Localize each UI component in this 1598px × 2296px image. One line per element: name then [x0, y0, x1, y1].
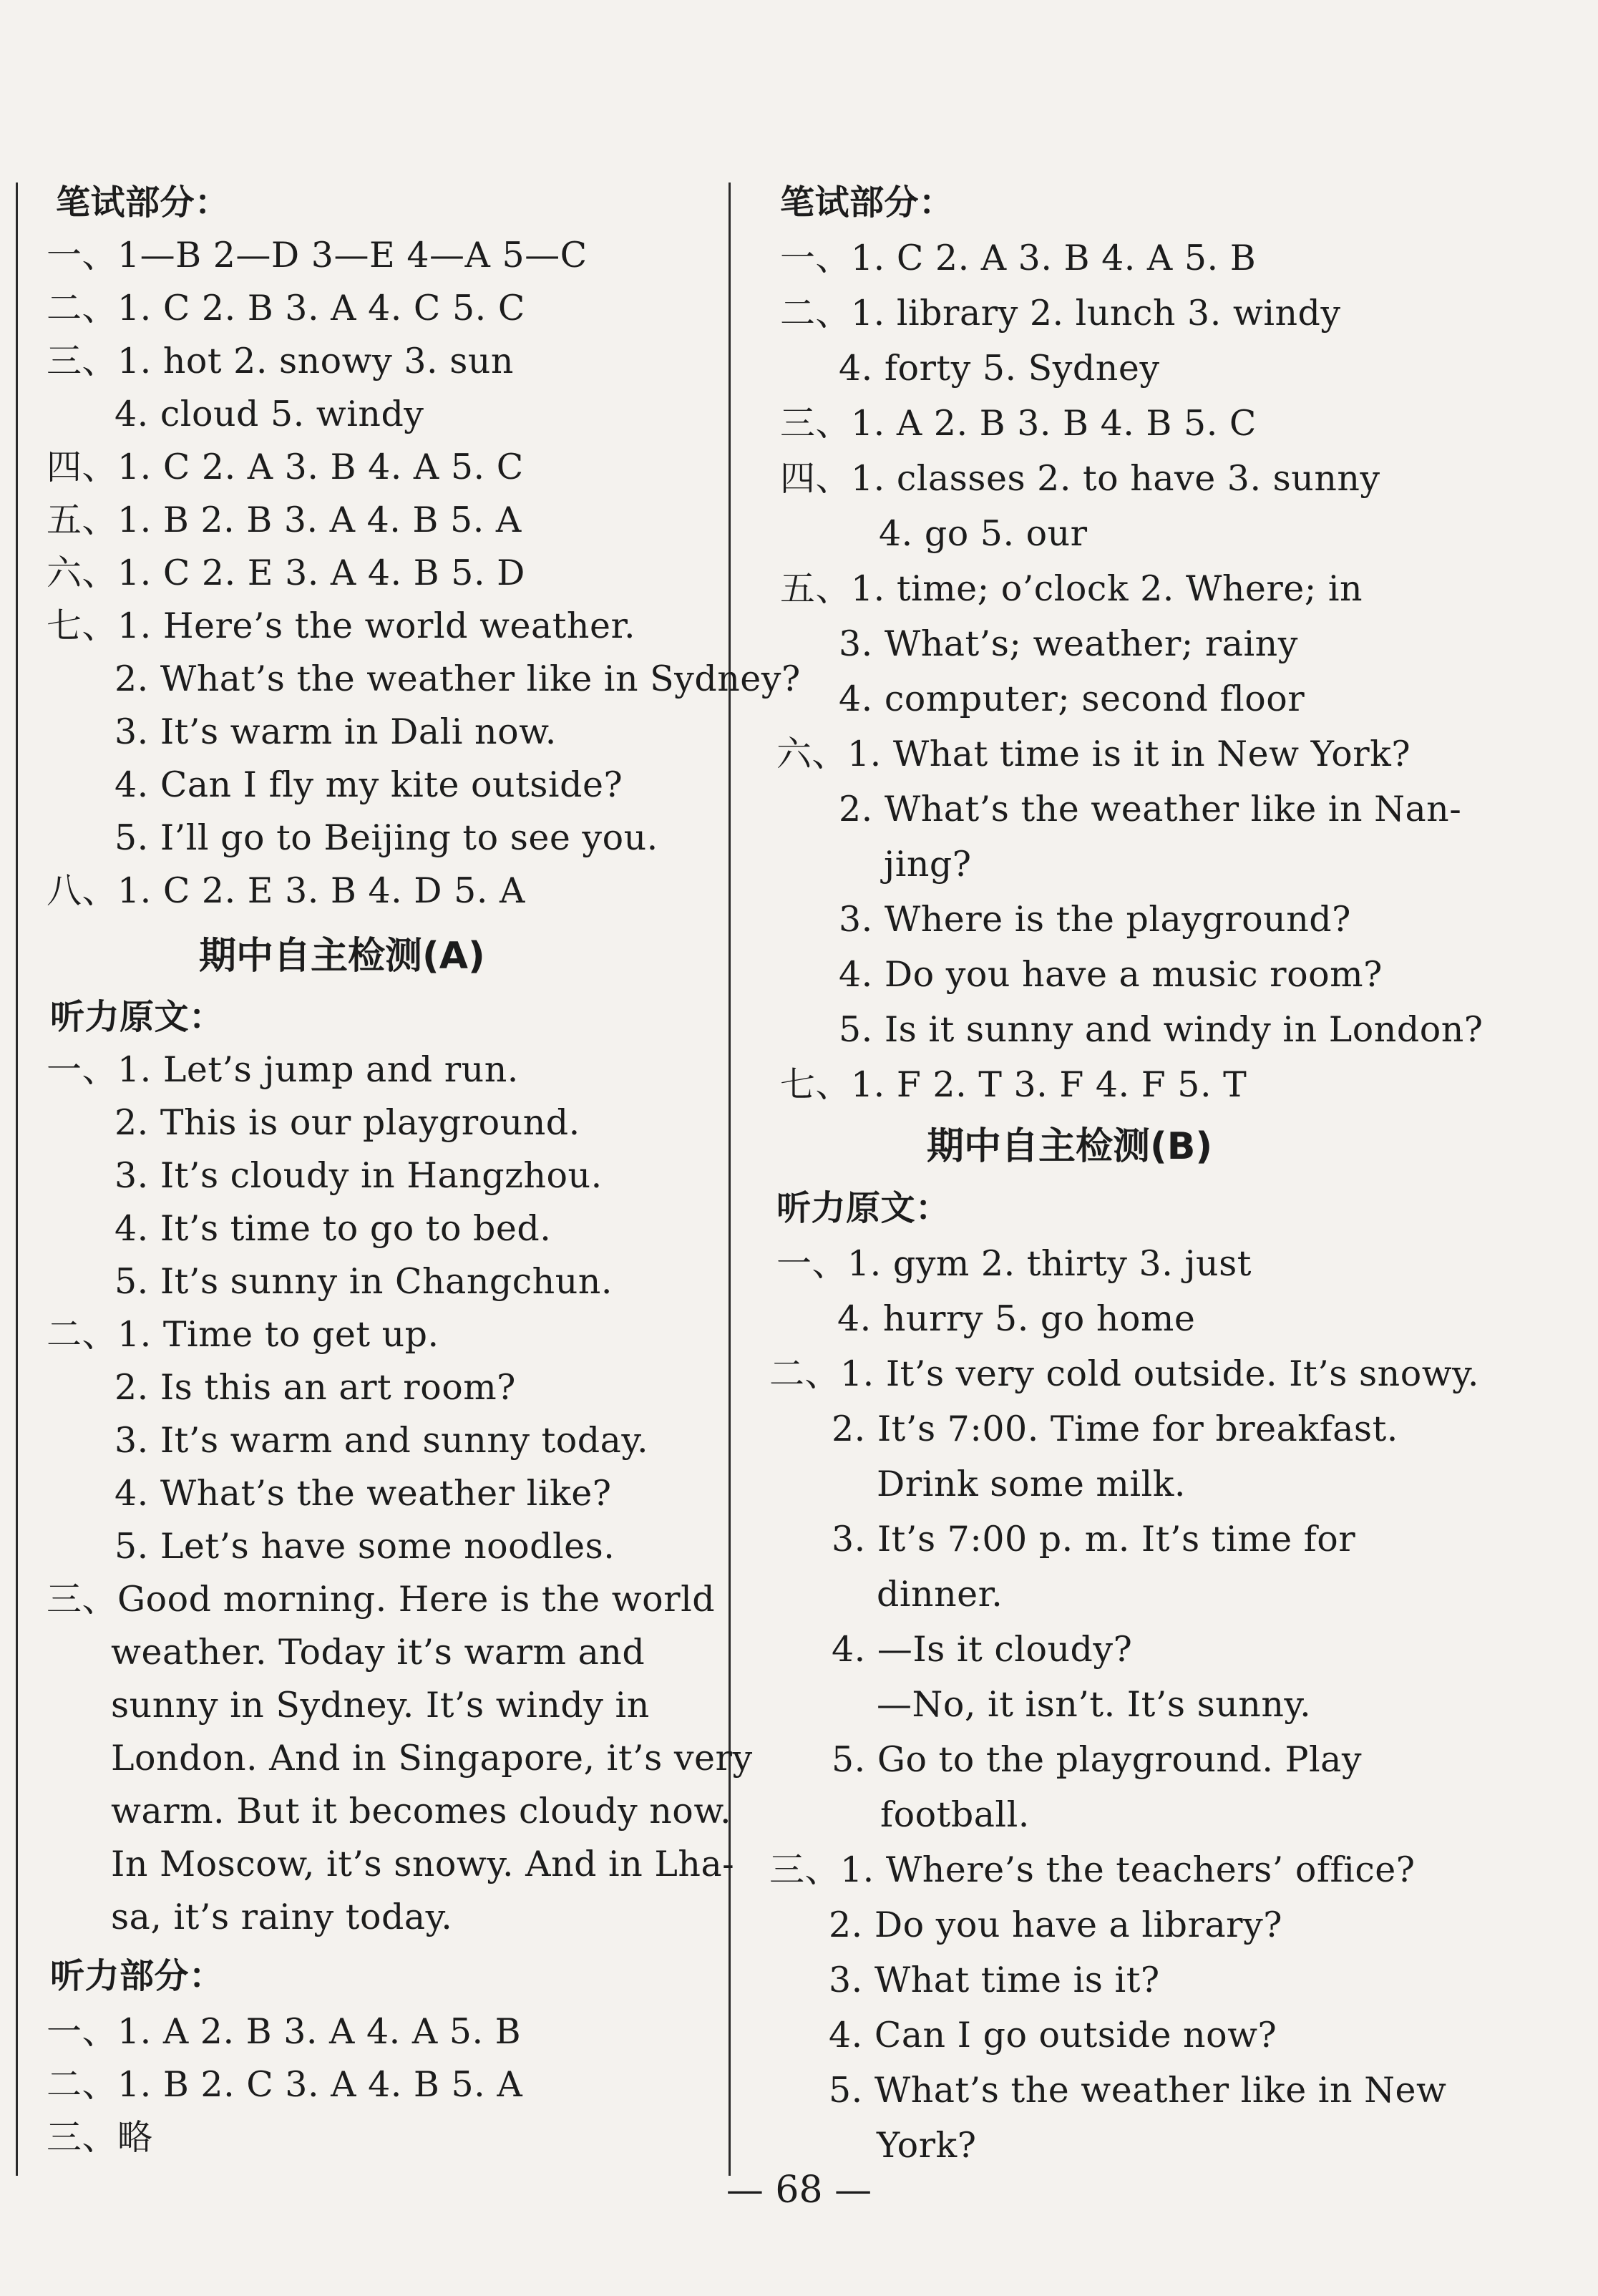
answer-line: 5. Go to the playground. Play — [832, 1739, 1363, 1780]
answer-line: 五、1. B 2. B 3. A 4. B 5. A — [47, 500, 522, 540]
answer-line: 3. It’s 7:00 p. m. It’s time for — [832, 1519, 1356, 1560]
answer-line: 二、1. Time to get up. — [47, 1314, 439, 1355]
answer-line: 二、1. library 2. lunch 3. windy — [780, 293, 1341, 334]
answer-line: 3. It’s warm in Dali now. — [115, 711, 557, 752]
answer-line: sa, it’s rainy today. — [111, 1897, 453, 1937]
answer-line: 七、1. F 2. T 3. F 4. F 5. T — [780, 1064, 1247, 1105]
answer-line: 3. It’s cloudy in Hangzhou. — [115, 1155, 603, 1196]
answer-line: 二、1. C 2. B 3. A 4. C 5. C — [47, 288, 525, 329]
answer-line: 5. Is it sunny and windy in London? — [839, 1009, 1483, 1050]
answer-line: 一、1. A 2. B 3. A 4. A 5. B — [47, 2011, 522, 2052]
answer-line: 四、1. C 2. A 3. B 4. A 5. C — [47, 447, 524, 487]
answer-line: 4. hurry 5. go home — [837, 1298, 1196, 1339]
answer-line: 2. It’s 7:00. Time for breakfast. — [832, 1409, 1398, 1449]
section-heading: 笔试部分： — [56, 183, 230, 223]
answer-line: 三、略 — [47, 2117, 153, 2158]
section-heading: 听力原文： — [776, 1188, 950, 1228]
test-title: 期中自主检测(A) — [199, 935, 485, 978]
answer-line: sunny in Sydney. It’s windy in — [111, 1685, 650, 1726]
answer-line: 二、1. B 2. C 3. A 4. B 5. A — [47, 2064, 523, 2105]
answer-line: football. — [880, 1794, 1030, 1835]
answer-line: 5. It’s sunny in Changchun. — [115, 1261, 613, 1302]
answer-line: 4. cloud 5. windy — [115, 394, 424, 434]
answer-line: jing? — [884, 844, 972, 885]
answer-line: 一、1—B 2—D 3—E 4—A 5—C — [47, 235, 588, 276]
answer-line: 3. It’s warm and sunny today. — [115, 1420, 649, 1461]
answer-line: 三、Good morning. Here is the world — [47, 1579, 716, 1620]
answer-line: 4. It’s time to go to bed. — [115, 1208, 552, 1249]
answer-line: 一、1. gym 2. thirty 3. just — [776, 1243, 1252, 1284]
answer-line: 2. Is this an art room? — [115, 1367, 516, 1408]
answer-line: 4. Can I fly my kite outside? — [115, 764, 623, 805]
answer-line: 二、1. It’s very cold outside. It’s snowy. — [769, 1353, 1479, 1394]
answer-line: —No, it isn’t. It’s sunny. — [877, 1684, 1312, 1725]
answer-line: 5. What’s the weather like in New — [829, 2070, 1447, 2111]
section-heading: 听力部分： — [50, 1956, 224, 1996]
answer-line: 三、1. hot 2. snowy 3. sun — [47, 341, 514, 381]
answer-line: 4. forty 5. Sydney — [839, 348, 1160, 389]
answer-line: weather. Today it’s warm and — [111, 1632, 645, 1673]
answer-line: 2. What’s the weather like in Nan- — [839, 789, 1462, 830]
answer-line: In Moscow, it’s snowy. And in Lha- — [111, 1844, 735, 1884]
answer-line: 5. I’ll go to Beijing to see you. — [115, 817, 658, 858]
answer-line: 3. What time is it? — [829, 1960, 1160, 2000]
answer-line: 4. Do you have a music room? — [839, 954, 1383, 995]
answer-line: 六、1. C 2. E 3. A 4. B 5. D — [47, 553, 525, 593]
answer-line: 4. —Is it cloudy? — [832, 1629, 1133, 1670]
answer-line: 一、1. C 2. A 3. B 4. A 5. B — [780, 238, 1257, 278]
answer-line: dinner. — [877, 1574, 1003, 1615]
answer-line: 2. This is our playground. — [115, 1102, 580, 1143]
answer-line: 2. What’s the weather like in Sydney? — [115, 658, 801, 699]
answer-line: 七、1. Here’s the world weather. — [47, 605, 636, 646]
answer-line: 4. go 5. our — [879, 513, 1088, 554]
answer-line: London. And in Singapore, it’s very — [111, 1738, 753, 1779]
answer-line: 4. What’s the weather like? — [115, 1473, 612, 1514]
page-number: — 68 — — [726, 2169, 872, 2212]
answer-line: 一、1. Let’s jump and run. — [47, 1049, 519, 1090]
answer-line: 三、1. A 2. B 3. B 4. B 5. C — [780, 403, 1257, 444]
answer-line: 四、1. classes 2. to have 3. sunny — [780, 458, 1380, 499]
answer-line: 六、1. What time is it in New York? — [776, 734, 1411, 774]
answer-line: warm. But it becomes cloudy now. — [111, 1791, 732, 1832]
answer-line: 3. What’s; weather; rainy — [839, 623, 1298, 664]
answer-line: Drink some milk. — [877, 1464, 1186, 1504]
answer-line: 3. Where is the playground? — [839, 899, 1351, 940]
answer-line: 三、1. Where’s the teachers’ office? — [769, 1849, 1416, 1890]
section-heading: 笔试部分： — [780, 183, 954, 223]
section-heading: 听力原文： — [50, 997, 224, 1037]
answer-line: 5. Let’s have some noodles. — [115, 1526, 615, 1567]
answer-line: 4. computer; second floor — [839, 678, 1305, 719]
test-title: 期中自主检测(B) — [927, 1125, 1213, 1168]
answer-line: 八、1. C 2. E 3. B 4. D 5. A — [47, 870, 525, 911]
answer-line: York? — [877, 2125, 977, 2166]
left-margin-rule — [16, 183, 18, 2176]
answer-line: 4. Can I go outside now? — [829, 2015, 1277, 2056]
answer-line: 2. Do you have a library? — [829, 1905, 1283, 1945]
answer-line: 五、1. time; o’clock 2. Where; in — [780, 568, 1363, 609]
